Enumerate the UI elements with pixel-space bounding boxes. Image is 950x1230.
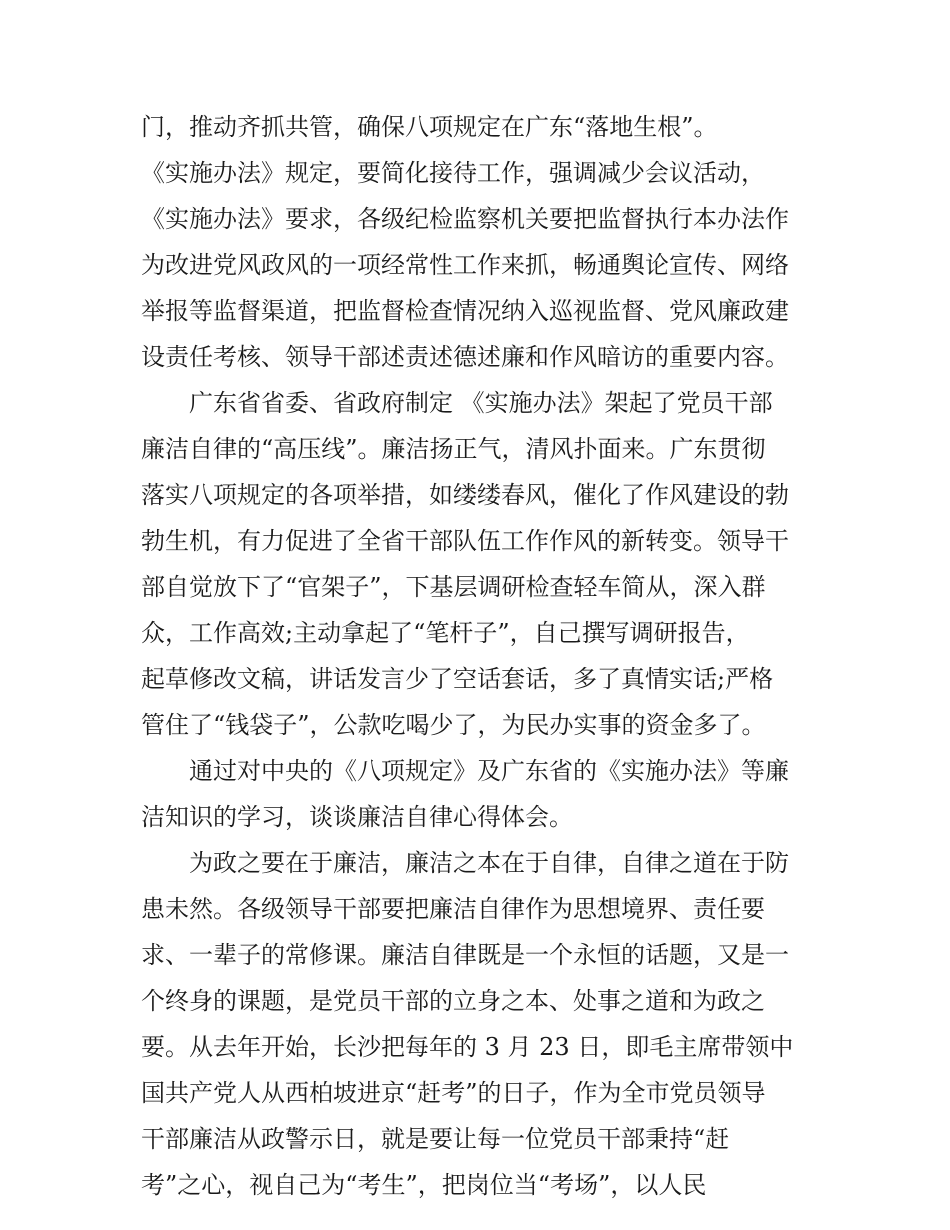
text-line: 部自觉放下了“官架子”，下基层调研检查轻车简从，深入群 (141, 573, 766, 601)
text-line: 勃生机，有力促进了全省干部队伍工作作风的新转变。领导干 (141, 527, 789, 555)
text-line: 门，推动齐抓共管，确保八项规定在广东“落地生根”。 (141, 113, 718, 141)
text-line: 国共产党人从西柏坡进京“赶考”的日子，作为全市党员领导 (141, 1079, 766, 1107)
paragraph-first-line: 通过对中央的《八项规定》及广东省的《实施办法》等廉 (189, 757, 789, 785)
text-line: 患未然。各级领导干部要把廉洁自律作为思想境界、责任要 (141, 895, 765, 923)
document-body (141, 104, 821, 1208)
paragraph-first-line: 为政之要在于廉洁，廉洁之本在于自律，自律之道在于防 (189, 849, 789, 877)
text-line: 设责任考核、领导干部述责述德述廉和作风暗访的重要内容。 (141, 343, 789, 371)
text-line: 落实八项规定的各项举措，如缕缕春风，催化了作风建设的勃 (141, 481, 789, 509)
text-line: 要。从去年开始，长沙把每年的 3 月 23 日，即毛主席带领中 (141, 1033, 794, 1061)
text-line: 众，工作高效;主动拿起了“笔杆子”，自己撰写调研报告， (141, 619, 750, 647)
text-line: 干部廉洁从政警示日，就是要让每一位党员干部秉持“赶 (141, 1125, 730, 1153)
text-line: 为改进党风政风的一项经常性工作来抓，畅通舆论宣传、网络 (141, 251, 789, 279)
text-line: 廉洁自律的“高压线”。廉洁扬正气，清风扑面来。广东贯彻 (141, 435, 766, 463)
text-line: 起草修改文稿，讲话发言少了空话套话，多了真情实话;严格 (141, 665, 774, 693)
text-line: 《实施办法》要求，各级纪检监察机关要把监督执行本办法作 (141, 205, 789, 233)
text-line: 洁知识的学习，谈谈廉洁自律心得体会。 (141, 803, 573, 831)
text-line: 求、一辈子的常修课。廉洁自律既是一个永恒的话题，又是一 (141, 941, 789, 969)
paragraph-first-line: 广东省省委、省政府制定 《实施办法》架起了党员干部 (189, 389, 773, 417)
text-line: 管住了“钱袋子”，公款吃喝少了，为民办实事的资金多了。 (141, 711, 766, 739)
text-line: 《实施办法》规定，要简化接待工作，强调减少会议活动， (141, 159, 765, 187)
text-line: 考”之心，视自己为“考生”，把岗位当“考场”，以人民 (141, 1171, 707, 1199)
text-line: 举报等监督渠道，把监督检查情况纳入巡视监督、党风廉政建 (141, 297, 789, 325)
text-line: 个终身的课题，是党员干部的立身之本、处事之道和为政之 (141, 987, 765, 1015)
